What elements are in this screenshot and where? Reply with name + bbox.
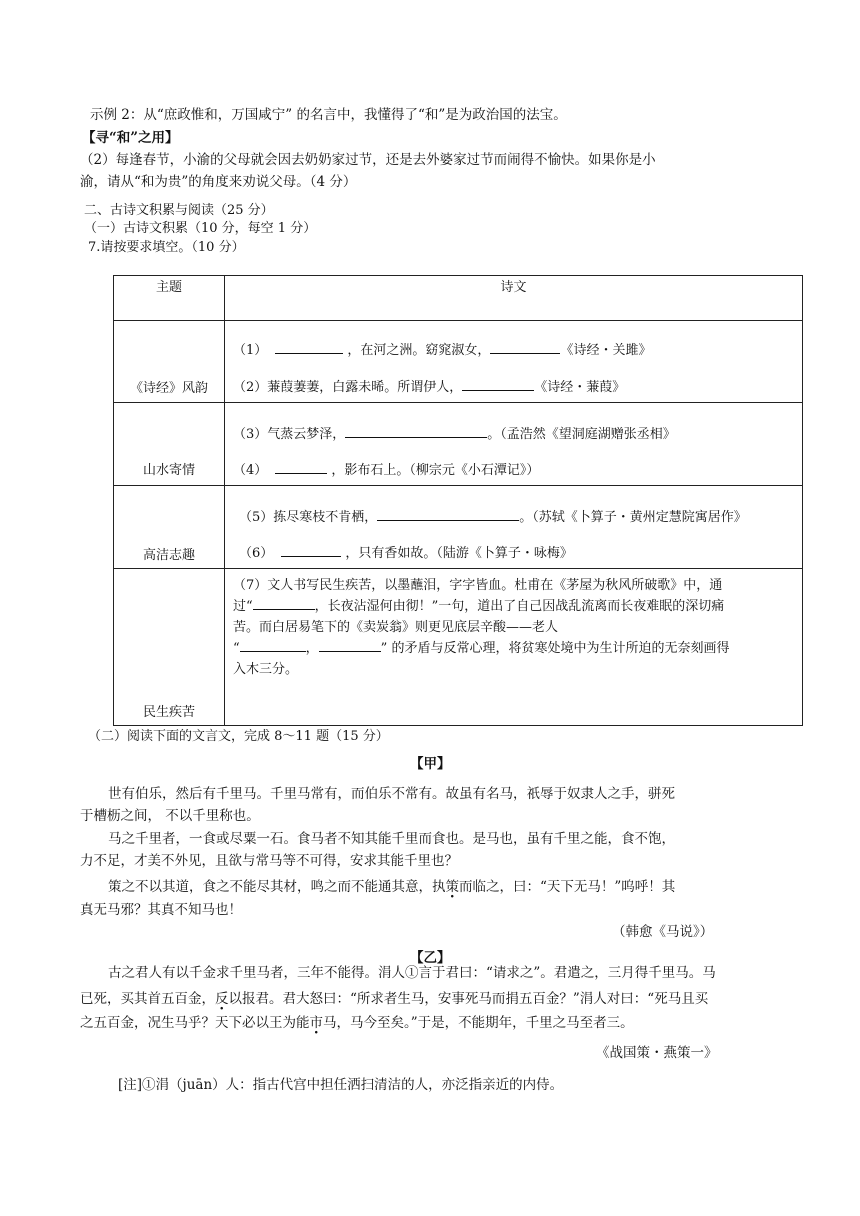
table-header-row (114, 276, 803, 321)
header-verse: 诗文 (225, 276, 803, 321)
verse-line: （4） ，影布石上。（柳宗元《小石潭记》） (233, 463, 540, 478)
verse-line: （1） ，在河之洲。窈窕淑女， 《诗经・关雎》 (233, 343, 652, 358)
question-2-line-1: （2）每逢春节，小渝的父母就会因去奶奶家过节，还是去外婆家过节而闹得不愉快。如果你是小 (80, 152, 656, 168)
answer-blank-9[interactable] (240, 639, 306, 652)
example-2-line: 示例 2：从“庶政惟和，万国咸宁” 的名言中，我懂得了“和”是为政治国的法宝。 (90, 107, 567, 123)
answer-blank-1[interactable] (275, 341, 343, 354)
poem-table (113, 275, 803, 726)
verse-line: （5）拣尽寒枝不肯栖， 。（苏轼《卜算子・黄州定慧院寓居作》 (239, 510, 747, 525)
emphasis-char: 反 (215, 991, 229, 1007)
jia-p2-line2: 力不足，才美不外见，且欲与常马等不可得，安求其能千里也？ (80, 853, 458, 869)
yi-source: 《战国策・燕策一》 (596, 1045, 718, 1061)
section-he-heading: 【寻“和”之用】 (82, 130, 179, 146)
answer-blank-5[interactable] (275, 461, 327, 474)
verse-line: （3）气蒸云梦泽， 。（孟浩然《望洞庭湖赠张丞相》 (233, 427, 676, 442)
question-7: 7.请按要求填空。（10 分） (88, 240, 245, 255)
yi-line3: 之五百金，况生马乎？天下必以王为能市马，马今至矣。”于是，不能期年，千里之马至者三。 (80, 1015, 634, 1031)
answer-blank-8[interactable] (253, 597, 315, 610)
passage-jia-title: 【甲】 (410, 756, 451, 772)
verse-line: （2）蒹葭萋萋，白露未晞。所谓伊人， 《诗经・蒹葭》 (233, 380, 626, 395)
jia-p1-line1: 世有伯乐，然后有千里马。千里马常有，而伯乐不常有。故虽有名马，祇辱于奴隶人之手，骈死 (108, 786, 675, 802)
yi-line2: 已死，买其首五百金，反以报君。君大怒曰：“所求者生马，安事死马而捐五百金？”涓人对曰：“死马且买 (80, 991, 709, 1007)
answer-blank-4[interactable] (345, 425, 487, 438)
answer-blank-3[interactable] (462, 378, 534, 391)
part-2-subsection-1: （一）古诗文积累（10 分，每空 1 分） (84, 221, 317, 236)
table-row (114, 403, 803, 486)
jia-p1-line2: 于槽枥之间， 不以千里称也。 (80, 808, 260, 824)
yi-line1: 古之君人有以千金求千里马者，三年不能得。涓人①言于君曰：“请求之”。君遣之，三月得千里马。马 (108, 965, 716, 981)
emphasis-char: 市 (309, 1015, 323, 1031)
theme-label: 山水寄情 (142, 463, 195, 478)
theme-label: 高洁志趣 (142, 548, 195, 563)
passage-yi-title: 【乙】 (410, 950, 451, 966)
jia-p3-line1: 策之不以其道，食之不能尽其材，鸣之而不能通其意，执策而临之，曰：“天下无马！”呜呼！其 (108, 879, 676, 895)
jia-p2-line1: 马之千里者，一食或尽粟一石。食马者不知其能千里而食也。是马也，虽有千里之能，食不饱， (108, 831, 675, 847)
header-theme: 主题 (114, 276, 225, 321)
footnote: [注]①涓（juān）人：指古代宫中担任洒扫清洁的人，亦泛指亲近的内侍。 (118, 1077, 564, 1093)
answer-blank-6[interactable] (377, 508, 519, 521)
theme-label: 民生疾苦 (142, 705, 195, 720)
question-2-line-2: 渝，请从“和为贵”的角度来劝说父母。（4 分） (80, 174, 357, 190)
part-2-title: 二、古诗文积累与阅读（25 分） (84, 203, 274, 218)
table-row (114, 321, 803, 403)
part-2-subsection-2: （二）阅读下面的文言文，完成 8～11 题（15 分） (88, 729, 389, 744)
verse-paragraph: （7）文人书写民生疾苦，以墨蘸泪，字字皆血。杜甫在《茅屋为秋风所破歌》中，通 过“ ，长夜沾湿何由彻！”一句，道出了自己因战乱流离而长夜难眠的深切痛 苦。而白居易笔下的《卖炭翁》则更见底层辛酸——老人 “ ， ” 的矛盾与反常心理，将贫寒处境中为生计所迫的无奈刻画得 入木三分。 (233, 578, 730, 677)
answer-blank-10[interactable] (319, 639, 381, 652)
verse-line: （6） ，只有香如故。（陆游《卜算子・咏梅》 (239, 546, 573, 561)
emphasis-char: 策 (445, 879, 459, 895)
answer-blank-2[interactable] (490, 341, 560, 354)
theme-label: 《诗经》风韵 (129, 381, 208, 396)
table-row (114, 569, 803, 726)
answer-blank-7[interactable] (281, 544, 341, 557)
jia-p3-line2: 真无马邪？其真不知马也！ (80, 902, 242, 918)
jia-source: （韩愈《马说》） (612, 924, 714, 940)
table-row (114, 486, 803, 569)
